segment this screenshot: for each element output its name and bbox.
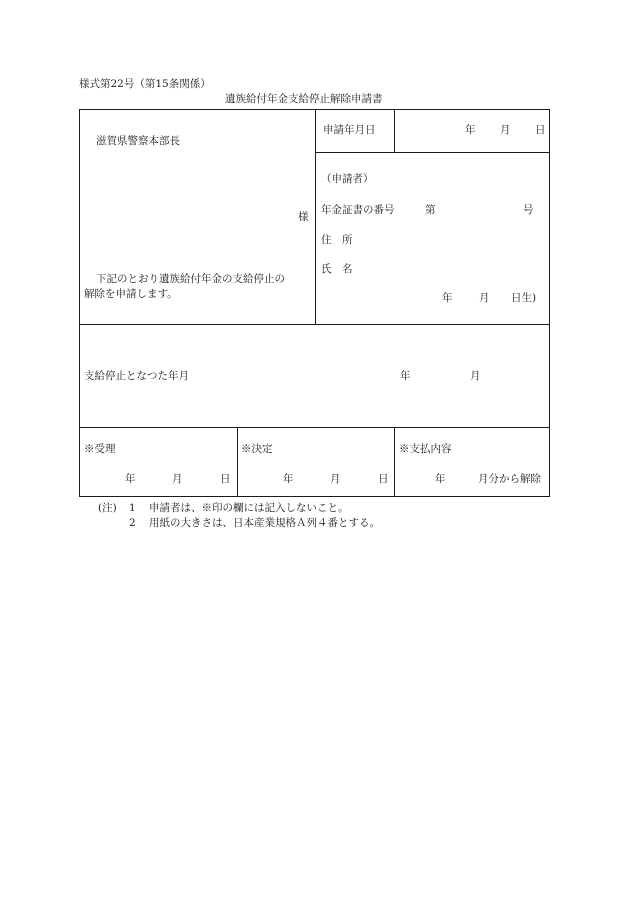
upper-section-divider — [79, 324, 550, 325]
notes-prefix: (注) — [98, 502, 117, 514]
application-date-label: 申請年月日 — [323, 124, 376, 136]
suspension-year: 年 — [400, 370, 411, 382]
office-divider-2 — [394, 427, 395, 497]
address-label: 住 所 — [321, 234, 353, 246]
application-date-month: 月 — [500, 124, 511, 136]
form-number: 様式第22号（第15条関係） — [79, 78, 211, 90]
suspension-month: 月 — [470, 370, 481, 382]
suspension-label: 支給停止となつた年月 — [84, 370, 189, 382]
note-text-1: 申請者は、※印の欄には記入しないこと。 — [149, 502, 349, 514]
note-number-2: 2 — [129, 517, 136, 529]
decision-month: 月 — [330, 473, 341, 485]
receipt-label: ※受理 — [84, 443, 116, 455]
payment-month-text: 月分から解除 — [478, 473, 541, 485]
birth-month: 月 — [479, 292, 490, 304]
statement-line-1: 下記のとおり遺族給付年金の支給停止の — [96, 273, 285, 285]
certificate-number-prefix: 第 — [425, 204, 436, 216]
decision-year: 年 — [283, 473, 294, 485]
note-text-2: 用紙の大きさは、日本産業規格Ａ列４番とする。 — [149, 517, 380, 529]
statement-line-2: 解除を申請します。 — [84, 288, 178, 300]
office-divider-1 — [237, 427, 238, 497]
receipt-day: 日 — [220, 473, 231, 485]
receipt-year: 年 — [125, 473, 136, 485]
note-number-1: 1 — [129, 502, 136, 514]
decision-label: ※決定 — [241, 443, 273, 455]
application-date-day: 日 — [535, 124, 546, 136]
certificate-number-label: 年金証書の番号 — [321, 204, 395, 216]
date-cell-divider — [394, 109, 395, 152]
payment-label: ※支払内容 — [399, 443, 452, 455]
receipt-month: 月 — [172, 473, 183, 485]
addressee-name: 滋賀県警察本部長 — [96, 135, 180, 147]
form-title: 遺族給付年金支給停止解除申請書 — [225, 93, 383, 105]
birth-year: 年 — [442, 292, 453, 304]
birth-day: 日生) — [511, 292, 537, 304]
payment-year: 年 — [435, 473, 446, 485]
certificate-number-suffix: 号 — [523, 204, 534, 216]
vertical-divider-upper — [315, 109, 316, 325]
name-label: 氏 名 — [321, 263, 353, 275]
addressee-honorific: 様 — [298, 211, 309, 223]
application-date-year: 年 — [465, 124, 476, 136]
suspension-row-divider — [79, 427, 550, 428]
applicant-heading: （申請者） — [321, 173, 374, 185]
date-row-divider — [315, 152, 550, 153]
decision-day: 日 — [378, 473, 389, 485]
